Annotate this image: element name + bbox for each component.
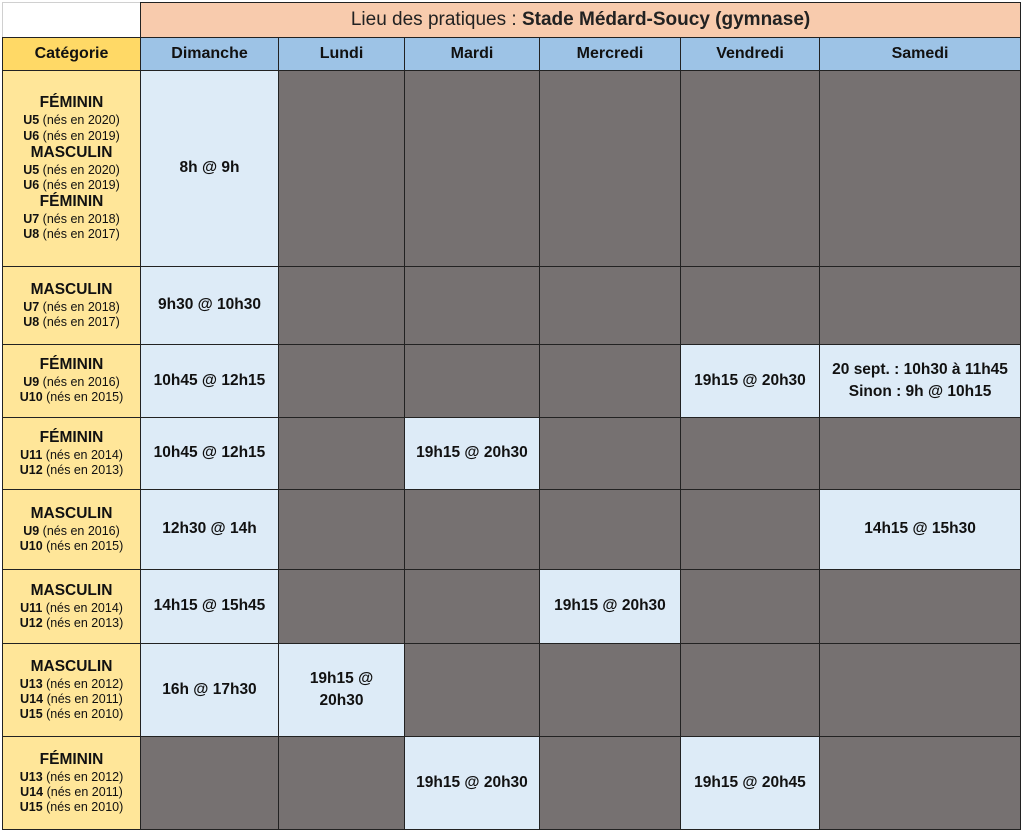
category-gender: FÉMININ <box>39 94 104 112</box>
slot-dimanche: 10h45 @ 12h15 <box>141 418 279 490</box>
age-born: (nés en 2011) <box>46 691 123 706</box>
age-born: (nés en 2014) <box>45 600 123 615</box>
category-gender: FÉMININ <box>39 193 104 211</box>
empty-slot-mardi <box>405 345 540 418</box>
category-gender: MASCULIN <box>30 280 113 298</box>
age-born: (nés en 2016) <box>42 523 120 538</box>
header-day-vendredi: Vendredi <box>681 38 820 71</box>
category-cell <box>3 737 141 830</box>
empty-slot-mardi <box>405 490 540 570</box>
category-cell <box>3 644 141 737</box>
age-code: U11 <box>20 600 43 615</box>
slot-dimanche: 9h30 @ 10h30 <box>141 267 279 345</box>
table-row <box>3 267 1021 345</box>
category-age-line <box>3 601 140 616</box>
title-blank-cell <box>3 3 141 38</box>
table-row <box>3 737 1021 830</box>
age-code: U13 <box>19 769 43 784</box>
empty-slot-lundi <box>279 267 405 345</box>
age-born: (nés en 2018) <box>42 299 120 314</box>
empty-slot-mercredi <box>540 644 681 737</box>
table-row <box>3 345 1021 418</box>
category-age-line <box>3 463 140 478</box>
category-age-line <box>3 390 140 405</box>
slot-dimanche: 8h @ 9h <box>141 71 279 267</box>
empty-slot-mardi <box>405 644 540 737</box>
empty-slot-samedi <box>820 267 1021 345</box>
category-age-line <box>3 692 140 707</box>
category-cell <box>3 71 141 267</box>
empty-slot-lundi <box>279 737 405 830</box>
header-day-lundi: Lundi <box>279 38 405 71</box>
slot-vendredi: 19h15 @ 20h30 <box>681 345 820 418</box>
empty-slot-mercredi <box>540 737 681 830</box>
age-born: (nés en 2015) <box>46 390 124 405</box>
empty-slot-vendredi <box>681 71 820 267</box>
schedule-table <box>2 2 1021 830</box>
category-age-line <box>3 448 140 463</box>
empty-slot-vendredi <box>681 418 820 490</box>
age-born: (nés en 2013) <box>46 615 124 630</box>
empty-slot-mardi <box>405 71 540 267</box>
empty-slot-samedi <box>820 737 1021 830</box>
age-born: (nés en 2018) <box>42 212 120 227</box>
empty-slot-mercredi <box>540 345 681 418</box>
category-age-line <box>3 129 140 144</box>
title-prefix: Lieu des pratiques : <box>350 9 522 30</box>
empty-slot-lundi <box>279 490 405 570</box>
slot-vendredi: 19h15 @ 20h45 <box>681 737 820 830</box>
age-code: U9 <box>23 375 40 390</box>
age-code: U11 <box>20 447 43 462</box>
empty-slot-mardi <box>405 570 540 644</box>
empty-slot-mercredi <box>540 267 681 345</box>
category-cell <box>3 345 141 418</box>
age-born: (nés en 2019) <box>42 128 120 143</box>
empty-slot-vendredi <box>681 267 820 345</box>
category-age-line <box>3 113 140 128</box>
age-born: (nés en 2013) <box>46 462 124 477</box>
age-born: (nés en 2011) <box>46 784 123 799</box>
age-born: (nés en 2017) <box>42 227 120 242</box>
category-age-line <box>3 212 140 227</box>
header-category: Catégorie <box>3 38 141 71</box>
category-gender: MASCULIN <box>30 581 113 599</box>
slot-lundi: 19h15 @ 20h30 <box>279 644 405 737</box>
age-code: U6 <box>23 177 40 192</box>
empty-slot-samedi <box>820 570 1021 644</box>
empty-slot-lundi <box>279 345 405 418</box>
header-row <box>3 38 1021 71</box>
category-gender: MASCULIN <box>30 143 113 161</box>
table-row <box>3 644 1021 737</box>
age-born: (nés en 2015) <box>46 538 124 553</box>
empty-slot-mardi <box>405 267 540 345</box>
age-born: (nés en 2020) <box>42 113 120 128</box>
slot-samedi: 14h15 @ 15h30 <box>820 490 1021 570</box>
age-code: U14 <box>20 691 44 706</box>
age-code: U8 <box>23 314 40 329</box>
empty-slot-mercredi <box>540 490 681 570</box>
age-code: U8 <box>23 227 40 242</box>
empty-slot-lundi <box>279 570 405 644</box>
age-code: U12 <box>19 615 43 630</box>
category-age-line <box>3 227 140 242</box>
age-born: (nés en 2019) <box>42 177 120 192</box>
slot-samedi: 20 sept. : 10h30 à 11h45 Sinon : 9h @ 10h15 <box>820 345 1021 418</box>
empty-slot-vendredi <box>681 570 820 644</box>
table-row <box>3 490 1021 570</box>
age-born: (nés en 2020) <box>42 162 120 177</box>
category-cell <box>3 267 141 345</box>
empty-slot-lundi <box>279 418 405 490</box>
category-age-line <box>3 178 140 193</box>
table-row <box>3 71 1021 267</box>
table-row <box>3 570 1021 644</box>
age-born: (nés en 2017) <box>42 314 120 329</box>
slot-dimanche: 12h30 @ 14h <box>141 490 279 570</box>
age-born: (nés en 2012) <box>46 676 124 691</box>
category-gender: FÉMININ <box>39 750 104 768</box>
empty-slot-lundi <box>279 71 405 267</box>
category-gender: MASCULIN <box>30 657 113 675</box>
age-code: U7 <box>23 212 40 227</box>
empty-slot-samedi <box>820 418 1021 490</box>
slot-mercredi: 19h15 @ 20h30 <box>540 570 681 644</box>
category-age-line <box>3 770 140 785</box>
age-code: U14 <box>20 784 44 799</box>
age-code: U15 <box>19 707 43 722</box>
empty-slot-vendredi <box>681 644 820 737</box>
category-age-line <box>3 163 140 178</box>
age-born: (nés en 2010) <box>46 707 124 722</box>
slot-dimanche: 16h @ 17h30 <box>141 644 279 737</box>
category-age-line <box>3 785 140 800</box>
category-age-line <box>3 524 140 539</box>
age-code: U5 <box>23 113 40 128</box>
header-day-dimanche: Dimanche <box>141 38 279 71</box>
age-born: (nés en 2012) <box>46 769 124 784</box>
table-row <box>3 418 1021 490</box>
category-gender: MASCULIN <box>30 504 113 522</box>
category-age-line <box>3 539 140 554</box>
page-title <box>141 3 1021 38</box>
empty-slot-mercredi <box>540 71 681 267</box>
empty-slot-mercredi <box>540 418 681 490</box>
category-age-line <box>3 300 140 315</box>
header-day-mercredi: Mercredi <box>540 38 681 71</box>
age-code: U12 <box>19 462 43 477</box>
category-age-line <box>3 315 140 330</box>
slot-dimanche: 14h15 @ 15h45 <box>141 570 279 644</box>
empty-slot-samedi <box>820 644 1021 737</box>
age-code: U9 <box>23 523 40 538</box>
category-age-line <box>3 677 140 692</box>
category-gender: FÉMININ <box>39 356 104 374</box>
category-cell <box>3 570 141 644</box>
age-code: U6 <box>23 128 40 143</box>
slot-mardi: 19h15 @ 20h30 <box>405 737 540 830</box>
slot-mardi: 19h15 @ 20h30 <box>405 418 540 490</box>
empty-slot-dimanche <box>141 737 279 830</box>
age-born: (nés en 2016) <box>42 375 120 390</box>
title-row <box>3 3 1021 38</box>
title-venue: Stade Médard-Soucy (gymnase) <box>521 9 811 30</box>
category-age-line <box>3 616 140 631</box>
category-gender: FÉMININ <box>39 428 104 446</box>
category-cell <box>3 490 141 570</box>
age-code: U13 <box>19 676 43 691</box>
slot-dimanche: 10h45 @ 12h15 <box>141 345 279 418</box>
empty-slot-samedi <box>820 71 1021 267</box>
header-day-mardi: Mardi <box>405 38 540 71</box>
header-day-samedi: Samedi <box>820 38 1021 71</box>
category-age-line <box>3 375 140 390</box>
age-code: U5 <box>23 162 40 177</box>
age-born: (nés en 2010) <box>46 800 124 815</box>
category-age-line <box>3 707 140 722</box>
age-code: U10 <box>19 538 43 553</box>
category-age-line <box>3 800 140 815</box>
empty-slot-vendredi <box>681 490 820 570</box>
age-born: (nés en 2014) <box>45 447 123 462</box>
age-code: U10 <box>19 390 43 405</box>
age-code: U15 <box>19 800 43 815</box>
category-cell <box>3 418 141 490</box>
age-code: U7 <box>23 299 40 314</box>
